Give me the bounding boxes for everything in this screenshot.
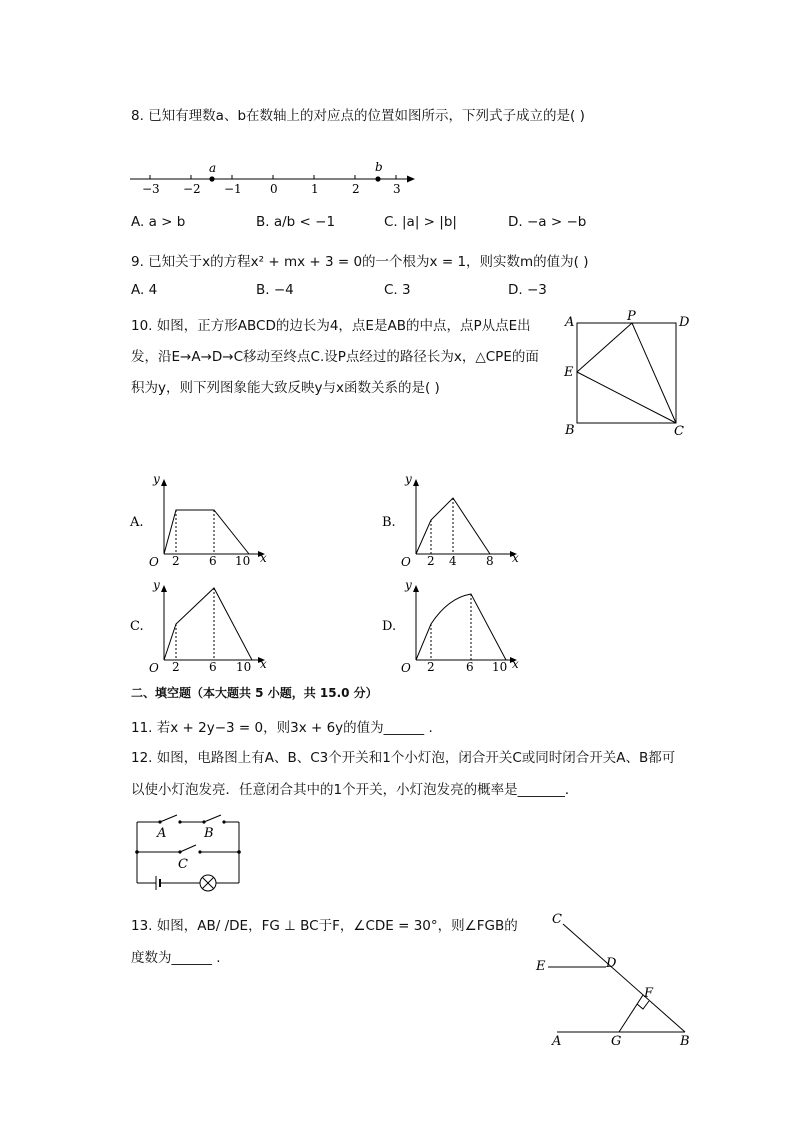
svg-text:B: B [680, 1034, 690, 1049]
svg-text:D.: D. [382, 619, 397, 634]
svg-text:2: 2 [172, 660, 180, 674]
section-heading: 二、填空题（本大题共 5 小题，共 15.0 分） [131, 686, 378, 700]
svg-text:10: 10 [492, 660, 508, 674]
q13-line2: 度数为______ . [131, 950, 221, 966]
q10-line2: 发，沿E→A→D→C移动至终点C.设P点经过的路径长为x，△CPE的面 [131, 349, 539, 365]
q10-graph-b [380, 470, 530, 568]
number-line-tick-label: 3 [393, 182, 401, 196]
svg-text:C: C [178, 857, 188, 872]
q8-number-line [125, 158, 425, 200]
svg-text:A: A [552, 1034, 562, 1049]
svg-text:O: O [149, 661, 159, 674]
number-line-tick-label: −1 [224, 182, 242, 196]
svg-text:F: F [644, 986, 654, 1001]
svg-text:10: 10 [235, 554, 251, 568]
svg-text:x: x [512, 657, 519, 671]
svg-text:A: A [157, 826, 167, 841]
q8-option-b: B. a/b < −1 [256, 214, 336, 230]
q8-option-c: C. |a| > |b| [384, 214, 457, 230]
svg-text:y: y [405, 472, 412, 486]
q12-line2: 以使小灯泡发亮．任意闭合其中的1个开关，小灯泡发亮的概率是_______． [131, 782, 579, 798]
svg-text:G: G [611, 1034, 622, 1049]
q12-circuit-diagram [130, 812, 246, 892]
svg-text:2: 2 [427, 660, 435, 674]
svg-text:y: y [405, 578, 412, 592]
svg-text:A.: A. [130, 515, 144, 530]
svg-text:E: E [564, 365, 574, 380]
point-b [375, 176, 380, 181]
point-b-label: b [375, 160, 383, 174]
point-a [209, 176, 214, 181]
svg-text:O: O [401, 555, 411, 568]
q13-geometry-figure [530, 906, 700, 1054]
svg-text:P: P [627, 309, 636, 324]
svg-text:B.: B. [382, 515, 396, 530]
q9-stem: 9. 已知关于x的方程x² + mx + 3 = 0的一个根为x = 1，则实数m的值为( ) [131, 254, 589, 270]
svg-text:C.: C. [130, 619, 144, 634]
q10-line3: 积为y，则下列图象能大致反映y与x函数关系的是( ) [131, 380, 440, 396]
svg-text:O: O [149, 555, 159, 568]
svg-text:A: A [565, 315, 575, 330]
svg-text:C: C [552, 912, 562, 927]
svg-text:C: C [674, 424, 684, 439]
svg-text:y: y [153, 578, 160, 592]
q10-graph-a [128, 470, 278, 568]
number-line-tick-label: 1 [311, 182, 319, 196]
q10-square-figure [560, 306, 700, 441]
svg-text:6: 6 [466, 660, 474, 674]
svg-text:2: 2 [172, 554, 180, 568]
svg-text:x: x [260, 551, 267, 565]
q8-option-d: D. −a > −b [508, 214, 587, 230]
q9-option-b: B. −4 [256, 282, 294, 298]
q10-graph-c [128, 576, 278, 674]
point-a-label: a [209, 161, 217, 175]
q8-stem: 8. 已知有理数a、b在数轴上的对应点的位置如图所示，下列式子成立的是( ) [131, 108, 585, 124]
q9-option-a: A. 4 [131, 282, 158, 298]
number-line-tick-label: 2 [352, 182, 360, 196]
number-line-tick-label: −3 [142, 182, 160, 196]
svg-text:6: 6 [209, 554, 217, 568]
svg-text:10: 10 [236, 660, 252, 674]
svg-text:B: B [565, 423, 575, 438]
svg-text:4: 4 [449, 554, 457, 568]
svg-text:O: O [401, 661, 411, 674]
number-line-tick-label: 0 [270, 182, 278, 196]
svg-text:6: 6 [209, 660, 217, 674]
svg-text:x: x [260, 657, 267, 671]
svg-text:D: D [679, 315, 690, 330]
q10-graph-d [380, 576, 530, 674]
svg-text:x: x [512, 551, 519, 565]
q12-line1: 12. 如图，电路图上有A、B、C3个开关和1个小灯泡，闭合开关C或同时闭合开关A、B都可 [131, 750, 676, 766]
number-line-tick-label: −2 [183, 182, 201, 196]
q10-line1: 10. 如图，正方形ABCD的边长为4，点E是AB的中点，点P从点E出 [131, 318, 531, 334]
svg-text:8: 8 [486, 554, 494, 568]
svg-text:E: E [536, 959, 546, 974]
svg-text:2: 2 [427, 554, 435, 568]
q9-option-c: C. 3 [384, 282, 411, 298]
q9-option-d: D. −3 [508, 282, 547, 298]
svg-text:B: B [204, 826, 214, 841]
svg-text:D: D [606, 956, 617, 971]
q13-line1: 13. 如图，AB/ /DE，FG ⊥ BC于F，∠CDE = 30°，则∠FGB的 [131, 918, 518, 934]
svg-text:y: y [153, 472, 160, 486]
q11-stem: 11. 若x + 2y−3 = 0，则3x + 6y的值为______ . [131, 720, 433, 736]
q8-option-a: A. a > b [131, 214, 186, 230]
